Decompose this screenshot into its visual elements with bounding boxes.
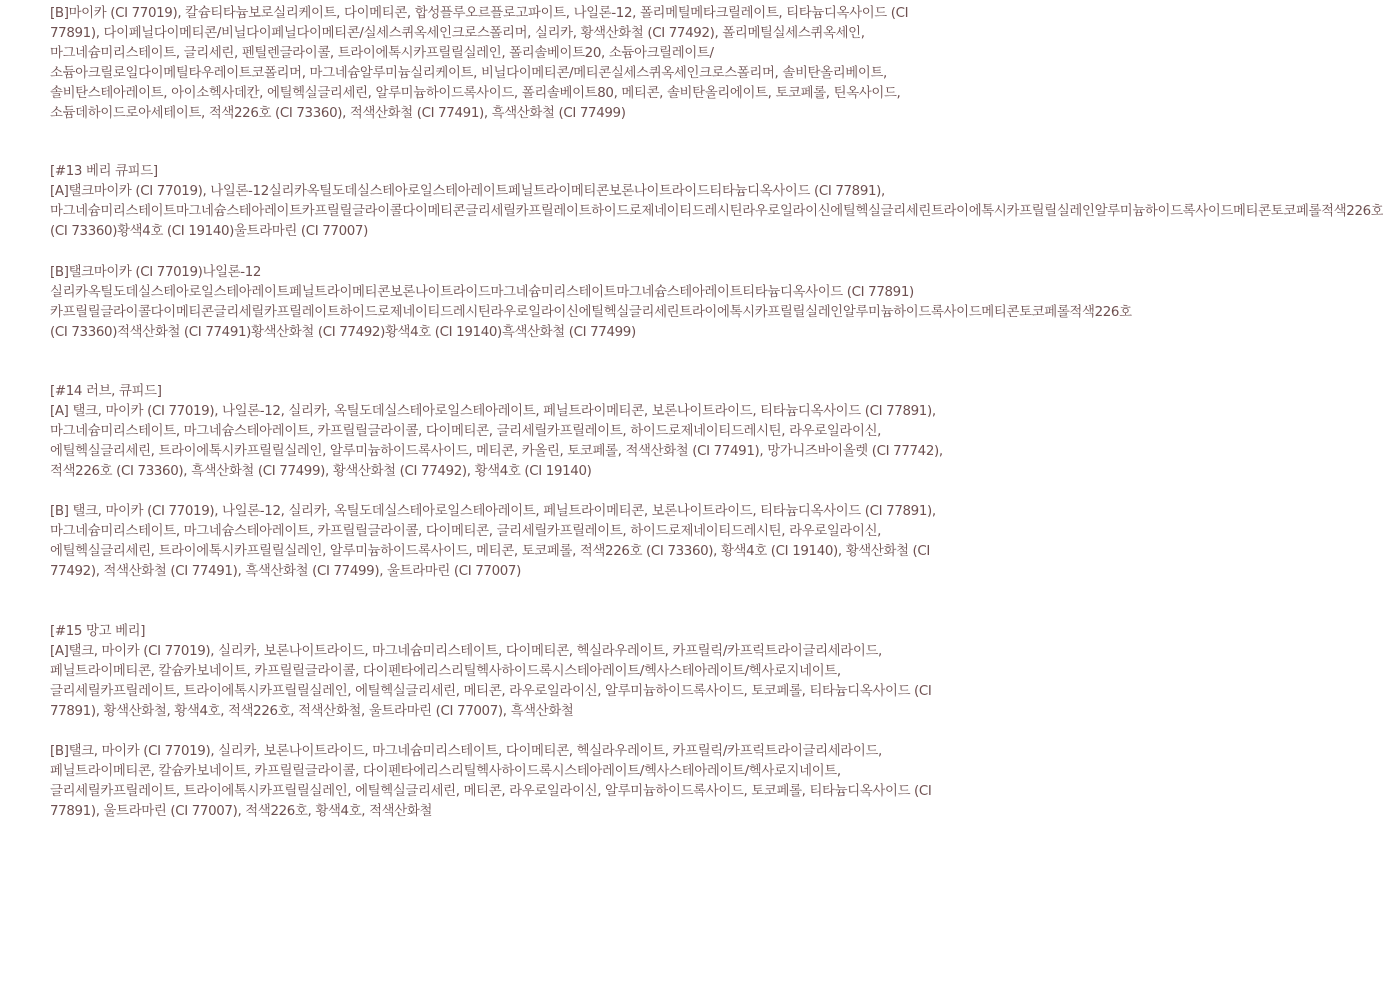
ingredient-paragraph-13-b: [B]탤크마이카 (CI 77019)나일론-12 실리카옥틸도데실스테아로일스테아레이트페닐트라이메티콘보론나이트라이드마그네슘미리스테이트마그네슘스테아레이트티타늄디옥사이드 (CI 77891)카프릴릴글라이콜다이메티콘글리세릴카프릴레이트하이드로제네이티드레시틴라우로일라이신에틸헥실글리세린트라이에톡시카프릴릴실레인알루미늄하이드록사이드메티콘토코페롤적색226호 (CI 73360)적색산화철 (CI 77491)황색산화철 (CI 77492)황색4호 (CI 19140)흑색산화철 (CI 77499) bbox=[50, 265, 1132, 340]
ingredient-paragraph-15-a: [A]탤크, 마이카 (CI 77019), 실리카, 보론나이트라이드, 마그네슘미리스테이트, 다이메티콘, 헥실라우레이트, 카프릴릭/카프릭트라이글리세라이드, 페닐트라이메티콘, 칼슘카보네이트, 카프릴릴글라이콜, 다이펜타에리스리틸헥사하이드록시스테아레이트/헥사스테아레이트/헥사로지네이트, 글리세릴카프릴레이트, 트라이에톡시카프릴릴실레인, 에틸헥실글리세린, 메티콘, 라우로일라이신, 알루미늄하이드록사이드, 토코페롤, 티타늄디옥사이드 (CI 77891), 황색산화철, 황색4호, 적색226호, 적색산화철, 울트라마린 (CI 77007), 흑색산화철 bbox=[50, 644, 932, 719]
ingredient-paragraph-prev-b: [B]마이카 (CI 77019), 칼슘티타늄보로실리케이트, 다이메티콘, 합성플루오르플로고파이트, 나일론-12, 폴리메틸메타크릴레이트, 티타늄디옥사이드 (CI 77891), 다이페닐다이메티콘/비닐다이페닐다이메티콘/실세스퀴옥세인크로스폴리머, 실리카, 황색산화철 (CI 77492), 폴리메틸실세스퀴옥세인, 마그네슘미리스테이트, 글리세린, 펜틸렌글라이콜, 트라이에톡시카프릴릴실레인, 폴리솔베이트20, 소듐아크릴레이트/소듐아크릴로일다이메틸타우레이트코폴리머, 마그네슘알루미늄실리케이트, 비닐다이메티콘/메티콘실세스퀴옥세인크로스폴리머, 솔비탄올리베이트, 솔비탄스테아레이트, 아이소헥사데칸, 에틸헥실글리세린, 알루미늄하이드록사이드, 폴리솔베이트80, 메티콘, 솔비탄올리에이트, 토코페롤, 틴옥사이드, 소듐데하이드로아세테이트, 적색226호 (CI 73360), 적색산화철 (CI 77491), 흑색산화철 (CI 77499) bbox=[50, 6, 909, 121]
section-heading-14: [#14 러브, 큐피드] bbox=[50, 384, 162, 399]
ingredient-paragraph-15-b: [B]탤크, 마이카 (CI 77019), 실리카, 보론나이트라이드, 마그네슘미리스테이트, 다이메티콘, 헥실라우레이트, 카프릴릭/카프릭트라이글리세라이드, 페닐트라이메티콘, 칼슘카보네이트, 카프릴릴글라이콜, 다이펜타에리스리틸헥사하이드록시스테아레이트/헥사스테아레이트/헥사로지네이트, 글리세릴카프릴레이트, 트라이에톡시카프릴릴실레인, 에틸헥실글리세린, 메티콘, 라우로일라이신, 알루미늄하이드록사이드, 토코페롤, 티타늄디옥사이드 (CI 77891), 울트라마린 (CI 77007), 적색226호, 황색4호, 적색산화철 bbox=[50, 744, 932, 819]
ingredient-paragraph-13-a: [A]탤크마이카 (CI 77019), 나일론-12실리카옥틸도데실스테아로일스테아레이트페닐트라이메티콘보론나이트라이드티타늄디옥사이드 (CI 77891), 마그네슘미리스테이트마그네슘스테아레이트카프릴릴글라이콜다이메티콘글리세릴카프릴레이트하이드로제네이티드레시틴라우로일라이신에틸헥실글리세린트라이에톡시카프릴릴실레인알루미늄하이드록사이드메티콘토코페롤적색226호 (CI 73360)황색4호 (CI 19140)울트라마린 (CI 77007) bbox=[50, 184, 1383, 239]
section-heading-13: [#13 베리 큐피드] bbox=[50, 164, 158, 179]
ingredient-paragraph-14-b: [B] 탤크, 마이카 (CI 77019), 나일론-12, 실리카, 옥틸도데실스테아로일스테아레이트, 페닐트라이메티콘, 보론나이트라이드, 티타늄디옥사이드 (CI 77891), 마그네슘미리스테이트, 마그네슘스테아레이트, 카프릴릴글라이콜, 다이메티콘, 글리세릴카프릴레이트, 하이드로제네이티드레시틴, 라우로일라이신, 에틸헥실글리세린, 트라이에톡시카프릴릴실레인, 알루미늄하이드록사이드, 메티콘, 토코페롤, 적색226호 (CI 73360), 황색4호 (CI 19140), 황색산화철 (CI 77492), 적색산화철 (CI 77491), 흑색산화철 (CI 77499), 울트라마린 (CI 77007) bbox=[50, 504, 936, 579]
section-heading-15: [#15 망고 베리] bbox=[50, 624, 146, 639]
ingredient-paragraph-14-a: [A] 탤크, 마이카 (CI 77019), 나일론-12, 실리카, 옥틸도데실스테아로일스테아레이트, 페닐트라이메티콘, 보론나이트라이드, 티타늄디옥사이드 (CI 77891), 마그네슘미리스테이트, 마그네슘스테아레이트, 카프릴릴글라이콜, 다이메티콘, 글리세릴카프릴레이트, 하이드로제네이티드레시틴, 라우로일라이신, 에틸헥실글리세린, 트라이에톡시카프릴릴실레인, 알루미늄하이드록사이드, 메티콘, 카올린, 토코페롤, 적색산화철 (CI 77491), 망가니즈바이올렛 (CI 77742), 적색226호 (CI 73360), 흑색산화철 (CI 77499), 황색산화철 (CI 77492), 황색4호 (CI 19140) bbox=[50, 404, 943, 479]
